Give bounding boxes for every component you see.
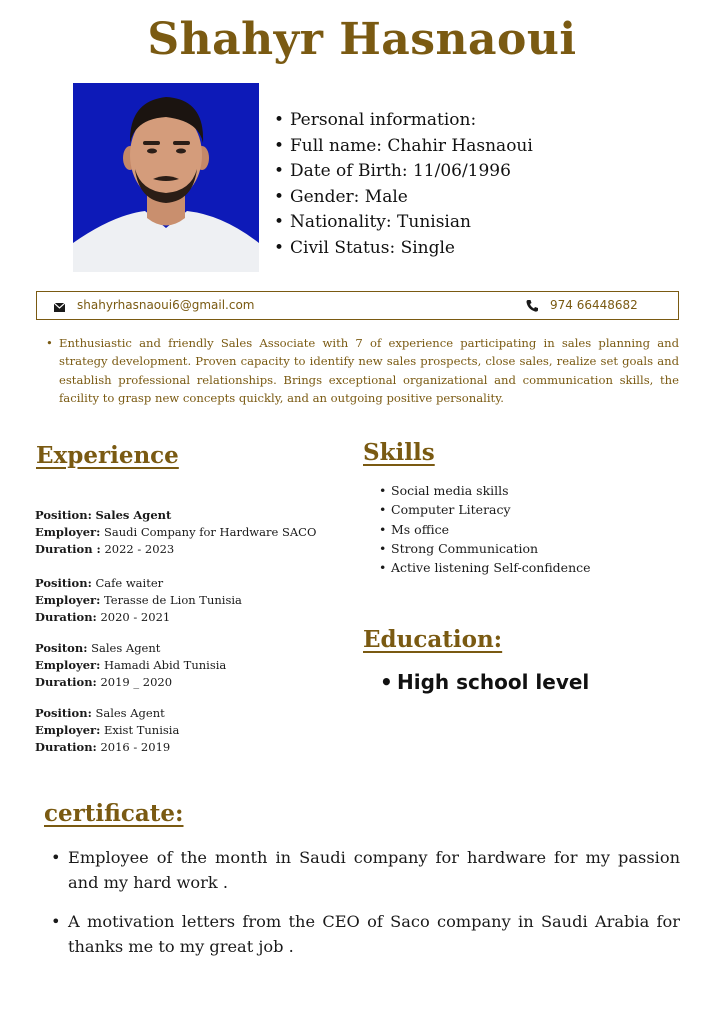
duration-label: Duration: — [35, 675, 97, 690]
experience-entry — [35, 507, 316, 559]
skills-heading: Skills — [363, 439, 435, 466]
experience-entry — [35, 705, 179, 757]
position-value: Cafe waiter — [95, 576, 164, 590]
personal-info-header: • Personal information: — [272, 108, 533, 134]
employer-value: Saudi Company for Hardware SACO — [103, 525, 317, 540]
position-label: Position: — [35, 576, 92, 590]
employer-value: Terasse de Lion Tunisia — [103, 593, 242, 608]
phone-icon — [526, 299, 538, 312]
employer-label: Employer: — [35, 525, 101, 540]
employer-label: Employer: — [35, 593, 101, 608]
skill-item: • Active listening Self-confidence — [379, 558, 591, 577]
phone-number[interactable]: 974 66448682 — [550, 298, 638, 312]
position-value: Sales Agent — [95, 706, 165, 720]
duration-value: 2020 - 2021 — [100, 610, 171, 625]
employer-label: Employer: — [35, 723, 101, 738]
skill-item: • Social media skills — [379, 481, 591, 500]
profile-summary — [46, 334, 679, 407]
civil-status-item: • Civil Status: Single — [272, 236, 533, 262]
gender-item: • Gender: Male — [272, 185, 533, 211]
position-value: Sales Agent — [91, 641, 161, 655]
certificate-item: • A motivation letters from the CEO of Saco company in Saudi Arabia for thanks me to my great job . — [50, 909, 680, 959]
date-of-birth-item: • Date of Birth: 11/06/1996 — [272, 159, 533, 185]
duration-value: 2022 - 2023 — [104, 542, 175, 557]
education-item: • High school level — [380, 670, 589, 694]
position-label: Position: — [35, 706, 92, 720]
duration-value: 2019 _ 2020 — [100, 675, 173, 690]
skill-item: • Ms office — [379, 520, 591, 539]
duration-value: 2016 - 2019 — [100, 740, 171, 755]
position-value: Sales Agent — [95, 508, 172, 522]
profile-photo — [73, 83, 259, 272]
education-list — [380, 670, 589, 694]
full-name-item: • Full name: Chahir Hasnaoui — [272, 134, 533, 160]
duration-label: Duration: — [35, 740, 97, 755]
contact-bar — [36, 291, 679, 320]
skill-item: • Strong Communication — [379, 539, 591, 558]
summary-text: • Enthusiastic and friendly Sales Associate with 7 of experience participating in sales planning and strategy development. Proven capacity to identify new sales prospects, close sales, realize set goals and establish professional relationships. Brings exceptional organizational and communication skills, the facility to grasp new concepts quickly, and an outgoing positive personality. — [46, 334, 679, 407]
resume-name: Shahyr Hasnaoui — [147, 14, 577, 65]
skill-item: • Computer Literacy — [379, 500, 591, 519]
personal-info-list — [272, 108, 533, 261]
employer-value: Hamadi Abid Tunisia — [103, 658, 227, 673]
employer-value: Exist Tunisia — [103, 723, 180, 738]
experience-heading: Experience — [36, 442, 179, 469]
email-link[interactable]: shahyrhasnaoui6@gmail.com — [77, 298, 255, 312]
position-label: Positon: — [35, 641, 88, 655]
certificate-item: • Employee of the month in Saudi company for hardware for my passion and my hard work . — [50, 845, 680, 895]
duration-label: Duration: — [35, 610, 97, 625]
duration-label: Duration : — [35, 542, 101, 557]
employer-label: Employer: — [35, 658, 101, 673]
experience-entry — [35, 575, 242, 627]
nationality-item: • Nationality: Tunisian — [272, 210, 533, 236]
position-label: Position: — [35, 508, 92, 522]
envelope-icon — [54, 301, 65, 310]
certificate-list — [50, 845, 680, 973]
experience-entry — [35, 640, 226, 692]
education-heading: Education: — [363, 626, 503, 653]
skills-list — [379, 481, 591, 577]
certificate-heading: certificate: — [44, 800, 184, 827]
